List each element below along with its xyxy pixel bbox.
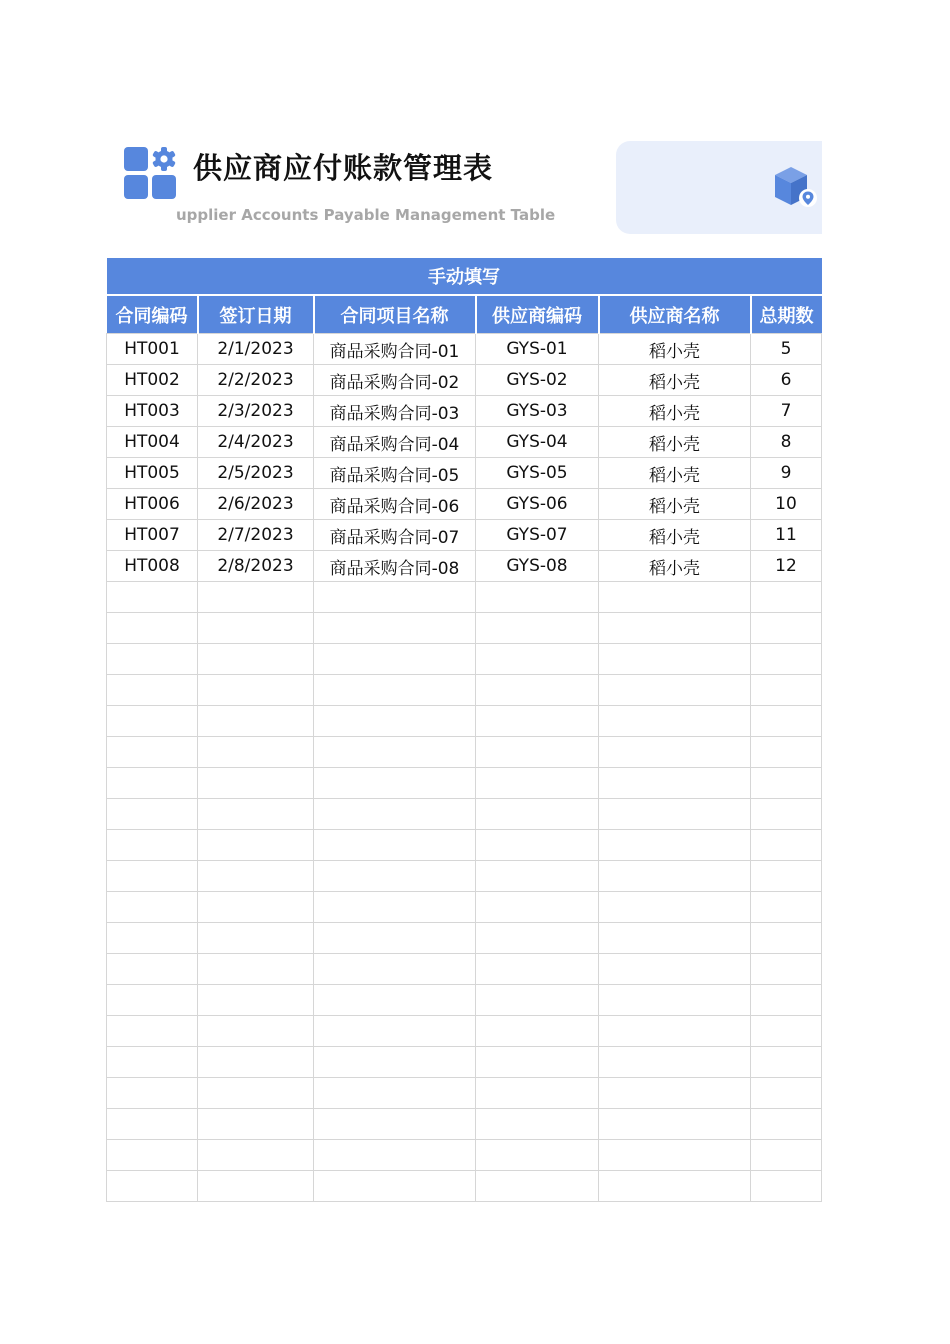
empty-table-cell[interactable] xyxy=(198,675,314,706)
empty-table-cell[interactable] xyxy=(107,923,198,954)
table-cell[interactable]: HT008 xyxy=(107,551,198,582)
empty-table-cell[interactable] xyxy=(314,644,476,675)
empty-table-cell[interactable] xyxy=(314,799,476,830)
empty-table-cell[interactable] xyxy=(107,799,198,830)
empty-table-cell[interactable] xyxy=(476,1109,599,1140)
table-cell[interactable]: 8 xyxy=(751,427,822,458)
empty-table-cell[interactable] xyxy=(751,1047,822,1078)
empty-table-cell[interactable] xyxy=(198,768,314,799)
empty-table-cell[interactable] xyxy=(599,706,751,737)
empty-table-cell[interactable] xyxy=(751,1078,822,1109)
empty-table-cell[interactable] xyxy=(476,985,599,1016)
empty-table-row xyxy=(107,892,822,923)
empty-table-row xyxy=(107,923,822,954)
empty-table-cell[interactable] xyxy=(599,1171,751,1202)
table-cell[interactable]: 稻小壳 xyxy=(599,396,751,427)
table-cell[interactable]: 10 xyxy=(751,489,822,520)
table-cell[interactable]: 6 xyxy=(751,365,822,396)
empty-table-cell[interactable] xyxy=(751,1171,822,1202)
table-cell[interactable]: GYS-07 xyxy=(476,520,599,551)
empty-table-cell[interactable] xyxy=(751,644,822,675)
empty-table-cell[interactable] xyxy=(476,830,599,861)
page-title: 供应商应付账款管理表 xyxy=(193,151,494,185)
table-cell[interactable]: 商品采购合同-05 xyxy=(314,458,476,489)
table-cell[interactable]: 商品采购合同-01 xyxy=(314,334,476,365)
empty-table-row xyxy=(107,1047,822,1078)
empty-table-cell[interactable] xyxy=(314,1078,476,1109)
empty-table-cell[interactable] xyxy=(198,923,314,954)
empty-table-cell[interactable] xyxy=(198,799,314,830)
table-cell[interactable]: 5 xyxy=(751,334,822,365)
table-cell[interactable]: 商品采购合同-04 xyxy=(314,427,476,458)
empty-table-cell[interactable] xyxy=(599,675,751,706)
table-body xyxy=(107,334,822,1202)
table-cell[interactable]: 商品采购合同-02 xyxy=(314,365,476,396)
empty-table-cell[interactable] xyxy=(314,1171,476,1202)
empty-table-row xyxy=(107,985,822,1016)
table-cell[interactable]: GYS-02 xyxy=(476,365,599,396)
empty-table-row xyxy=(107,830,822,861)
empty-table-cell[interactable] xyxy=(599,613,751,644)
table-row xyxy=(107,551,822,582)
empty-table-cell[interactable] xyxy=(107,582,198,613)
empty-table-cell[interactable] xyxy=(599,1078,751,1109)
empty-table-cell[interactable] xyxy=(599,954,751,985)
table-row xyxy=(107,396,822,427)
empty-table-row xyxy=(107,644,822,675)
empty-table-cell[interactable] xyxy=(107,1171,198,1202)
empty-table-cell[interactable] xyxy=(476,1171,599,1202)
empty-table-cell[interactable] xyxy=(751,985,822,1016)
empty-table-cell[interactable] xyxy=(476,644,599,675)
empty-table-cell[interactable] xyxy=(599,1047,751,1078)
table-row xyxy=(107,365,822,396)
table-cell[interactable]: HT007 xyxy=(107,520,198,551)
table-cell[interactable]: GYS-06 xyxy=(476,489,599,520)
empty-table-cell[interactable] xyxy=(751,706,822,737)
column-header: 签订日期 xyxy=(198,295,314,334)
table-cell[interactable]: 2/8/2023 xyxy=(198,551,314,582)
table-cell[interactable]: 12 xyxy=(751,551,822,582)
empty-table-cell[interactable] xyxy=(476,1016,599,1047)
empty-table-cell[interactable] xyxy=(599,737,751,768)
table-cell[interactable]: HT005 xyxy=(107,458,198,489)
empty-table-cell[interactable] xyxy=(476,1047,599,1078)
empty-table-cell[interactable] xyxy=(751,768,822,799)
empty-table-cell[interactable] xyxy=(107,1140,198,1171)
empty-table-row xyxy=(107,799,822,830)
empty-table-cell[interactable] xyxy=(314,768,476,799)
empty-table-row xyxy=(107,1078,822,1109)
table-cell[interactable]: 2/7/2023 xyxy=(198,520,314,551)
empty-table-cell[interactable] xyxy=(751,861,822,892)
empty-table-cell[interactable] xyxy=(599,1140,751,1171)
empty-table-cell[interactable] xyxy=(476,706,599,737)
empty-table-cell[interactable] xyxy=(107,892,198,923)
table-cell[interactable]: 稻小壳 xyxy=(599,520,751,551)
empty-table-cell[interactable] xyxy=(107,954,198,985)
payables-table xyxy=(106,258,822,1202)
empty-table-cell[interactable] xyxy=(107,737,198,768)
table-cell[interactable]: 7 xyxy=(751,396,822,427)
table-cell[interactable]: 商品采购合同-06 xyxy=(314,489,476,520)
empty-table-cell[interactable] xyxy=(599,582,751,613)
empty-table-cell[interactable] xyxy=(314,830,476,861)
table-cell[interactable]: 稻小壳 xyxy=(599,489,751,520)
empty-table-cell[interactable] xyxy=(314,985,476,1016)
table-row xyxy=(107,427,822,458)
empty-table-cell[interactable] xyxy=(107,1109,198,1140)
table-cell[interactable]: HT001 xyxy=(107,334,198,365)
empty-table-cell[interactable] xyxy=(476,799,599,830)
empty-table-cell[interactable] xyxy=(198,1078,314,1109)
empty-table-cell[interactable] xyxy=(751,675,822,706)
empty-table-cell[interactable] xyxy=(198,1109,314,1140)
empty-table-cell[interactable] xyxy=(476,923,599,954)
empty-table-cell[interactable] xyxy=(314,1140,476,1171)
table-row xyxy=(107,489,822,520)
empty-table-cell[interactable] xyxy=(751,1140,822,1171)
page-subtitle: upplier Accounts Payable Management Table xyxy=(176,206,556,224)
table-cell[interactable]: 2/6/2023 xyxy=(198,489,314,520)
table-cell[interactable]: 2/3/2023 xyxy=(198,396,314,427)
empty-table-row xyxy=(107,954,822,985)
empty-table-cell[interactable] xyxy=(476,613,599,644)
empty-table-cell[interactable] xyxy=(107,830,198,861)
empty-table-cell[interactable] xyxy=(314,675,476,706)
table-cell[interactable]: 稻小壳 xyxy=(599,551,751,582)
table-cell[interactable]: 稻小壳 xyxy=(599,365,751,396)
table-cell[interactable]: HT002 xyxy=(107,365,198,396)
empty-table-cell[interactable] xyxy=(476,675,599,706)
empty-table-row xyxy=(107,706,822,737)
empty-table-cell[interactable] xyxy=(751,954,822,985)
table-cell[interactable]: 2/2/2023 xyxy=(198,365,314,396)
table-cell[interactable]: 2/5/2023 xyxy=(198,458,314,489)
table-cell[interactable]: 稻小壳 xyxy=(599,334,751,365)
empty-table-cell[interactable] xyxy=(476,1078,599,1109)
empty-table-row xyxy=(107,1016,822,1047)
empty-table-row xyxy=(107,582,822,613)
table-cell[interactable]: HT003 xyxy=(107,396,198,427)
empty-table-row xyxy=(107,1171,822,1202)
empty-table-cell[interactable] xyxy=(314,582,476,613)
manual-entry-band: 手动填写 xyxy=(107,258,822,295)
empty-table-cell[interactable] xyxy=(599,768,751,799)
column-header: 合同编码 xyxy=(107,295,198,334)
empty-table-cell[interactable] xyxy=(107,1047,198,1078)
empty-table-row xyxy=(107,861,822,892)
empty-table-cell[interactable] xyxy=(198,706,314,737)
table-cell[interactable]: 商品采购合同-03 xyxy=(314,396,476,427)
empty-table-row xyxy=(107,1140,822,1171)
column-header: 总期数 xyxy=(751,295,822,334)
empty-table-cell[interactable] xyxy=(751,799,822,830)
empty-table-cell[interactable] xyxy=(107,985,198,1016)
empty-table-row xyxy=(107,768,822,799)
table-cell[interactable]: 2/1/2023 xyxy=(198,334,314,365)
empty-table-cell[interactable] xyxy=(107,861,198,892)
empty-table-cell[interactable] xyxy=(198,892,314,923)
table-cell[interactable]: 2/4/2023 xyxy=(198,427,314,458)
box-location-icon xyxy=(772,165,818,211)
empty-table-cell[interactable] xyxy=(751,923,822,954)
table-cell[interactable]: 商品采购合同-07 xyxy=(314,520,476,551)
empty-table-cell[interactable] xyxy=(314,1016,476,1047)
empty-table-cell[interactable] xyxy=(314,861,476,892)
empty-table-row xyxy=(107,675,822,706)
empty-table-cell[interactable] xyxy=(198,985,314,1016)
empty-table-cell[interactable] xyxy=(314,613,476,644)
table-header-row xyxy=(107,295,822,334)
table-cell[interactable]: 稻小壳 xyxy=(599,427,751,458)
table-row xyxy=(107,334,822,365)
empty-table-cell[interactable] xyxy=(751,1016,822,1047)
table-cell[interactable]: 商品采购合同-08 xyxy=(314,551,476,582)
empty-table-cell[interactable] xyxy=(107,613,198,644)
empty-table-cell[interactable] xyxy=(198,830,314,861)
table-cell[interactable]: GYS-01 xyxy=(476,334,599,365)
empty-table-cell[interactable] xyxy=(314,923,476,954)
grid-apps-icon xyxy=(124,146,178,200)
table-cell[interactable]: 9 xyxy=(751,458,822,489)
table-cell[interactable]: 稻小壳 xyxy=(599,458,751,489)
empty-table-cell[interactable] xyxy=(107,768,198,799)
empty-table-cell[interactable] xyxy=(198,1171,314,1202)
empty-table-cell[interactable] xyxy=(198,613,314,644)
empty-table-cell[interactable] xyxy=(107,1078,198,1109)
empty-table-cell[interactable] xyxy=(198,861,314,892)
empty-table-cell[interactable] xyxy=(107,706,198,737)
table-cell[interactable]: GYS-04 xyxy=(476,427,599,458)
table-row xyxy=(107,458,822,489)
table-row xyxy=(107,520,822,551)
empty-table-cell[interactable] xyxy=(599,923,751,954)
empty-table-cell[interactable] xyxy=(751,582,822,613)
empty-table-cell[interactable] xyxy=(476,861,599,892)
empty-table-cell[interactable] xyxy=(314,1047,476,1078)
column-header: 合同项目名称 xyxy=(314,295,476,334)
table-cell[interactable]: HT006 xyxy=(107,489,198,520)
empty-table-cell[interactable] xyxy=(198,737,314,768)
empty-table-cell[interactable] xyxy=(476,892,599,923)
table-cell[interactable]: GYS-05 xyxy=(476,458,599,489)
empty-table-cell[interactable] xyxy=(599,1109,751,1140)
empty-table-cell[interactable] xyxy=(476,1140,599,1171)
empty-table-cell[interactable] xyxy=(198,1047,314,1078)
empty-table-cell[interactable] xyxy=(198,954,314,985)
empty-table-row xyxy=(107,1109,822,1140)
empty-table-cell[interactable] xyxy=(107,675,198,706)
empty-table-cell[interactable] xyxy=(198,1140,314,1171)
column-header: 供应商名称 xyxy=(599,295,751,334)
empty-table-cell[interactable] xyxy=(107,644,198,675)
empty-table-cell[interactable] xyxy=(599,830,751,861)
empty-table-cell[interactable] xyxy=(198,582,314,613)
empty-table-cell[interactable] xyxy=(198,644,314,675)
empty-table-cell[interactable] xyxy=(107,1016,198,1047)
empty-table-cell[interactable] xyxy=(751,613,822,644)
empty-table-cell[interactable] xyxy=(599,985,751,1016)
empty-table-cell[interactable] xyxy=(314,1109,476,1140)
empty-table-cell[interactable] xyxy=(599,861,751,892)
empty-table-cell[interactable] xyxy=(314,737,476,768)
table-cell[interactable]: GYS-08 xyxy=(476,551,599,582)
empty-table-cell[interactable] xyxy=(751,737,822,768)
empty-table-cell[interactable] xyxy=(476,737,599,768)
empty-table-cell[interactable] xyxy=(751,892,822,923)
empty-table-cell[interactable] xyxy=(751,830,822,861)
empty-table-cell[interactable] xyxy=(314,706,476,737)
table-cell[interactable]: 11 xyxy=(751,520,822,551)
empty-table-cell[interactable] xyxy=(751,1109,822,1140)
empty-table-cell[interactable] xyxy=(476,954,599,985)
table-cell[interactable]: HT004 xyxy=(107,427,198,458)
empty-table-cell[interactable] xyxy=(314,892,476,923)
table-cell[interactable]: GYS-03 xyxy=(476,396,599,427)
empty-table-cell[interactable] xyxy=(599,1016,751,1047)
empty-table-row xyxy=(107,613,822,644)
empty-table-cell[interactable] xyxy=(599,892,751,923)
column-header: 供应商编码 xyxy=(476,295,599,334)
empty-table-row xyxy=(107,737,822,768)
empty-table-cell[interactable] xyxy=(476,768,599,799)
empty-table-cell[interactable] xyxy=(599,644,751,675)
empty-table-cell[interactable] xyxy=(314,954,476,985)
empty-table-cell[interactable] xyxy=(599,799,751,830)
empty-table-cell[interactable] xyxy=(476,582,599,613)
empty-table-cell[interactable] xyxy=(198,1016,314,1047)
